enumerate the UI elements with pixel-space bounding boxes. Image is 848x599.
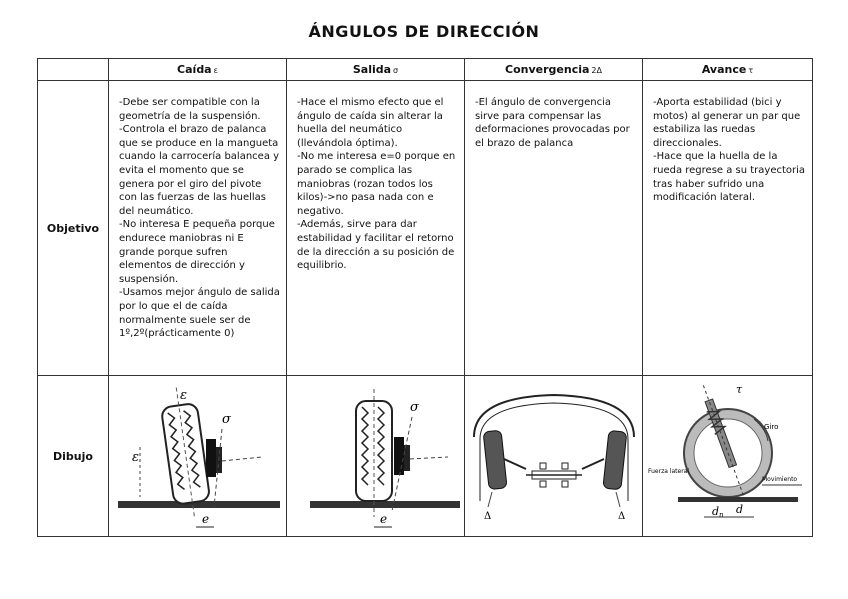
header-row [38, 59, 813, 81]
sigma-label: σ [221, 412, 231, 427]
col-header-avance: Avance τ [643, 59, 813, 81]
salida-diagram [288, 377, 464, 535]
col-header-convergencia: Convergencia 2Δ [465, 59, 643, 81]
giro-label: Giro [763, 423, 778, 431]
corner-cell [38, 59, 109, 81]
e-label: e [379, 512, 387, 526]
tau-label: τ [735, 383, 742, 396]
convergencia-diagram [466, 377, 642, 535]
drawing-salida [287, 376, 465, 537]
objetivo-row [38, 81, 813, 376]
movimiento-label: Movimiento [761, 476, 797, 483]
sigma-label: σ [409, 400, 419, 415]
e-label: e [201, 512, 209, 526]
avance-diagram [644, 377, 812, 535]
drawing-avance [643, 376, 813, 537]
angles-table [37, 58, 813, 537]
delta-right-label: Δ [617, 511, 625, 522]
caida-diagram [110, 377, 286, 535]
epsilon-label: ε [179, 388, 187, 403]
col-header-salida: Salida σ [287, 59, 465, 81]
dn-label: dn [711, 505, 724, 519]
col-header-caida: Caída ε [109, 59, 287, 81]
page-title: ÁNGULOS DE DIRECCIÓN [308, 22, 540, 41]
dibujo-row [38, 376, 813, 537]
drawing-convergencia [465, 376, 643, 537]
objetivo-convergencia: -El ángulo de convergencia sirve para compensar las deformaciones provocadas por el brazo de palanca [465, 81, 643, 376]
delta-left-label: Δ [483, 511, 491, 522]
fuerza-lateral-label: Fuerza lateral [647, 468, 689, 475]
epsilon-label-side: ε [131, 450, 139, 465]
drawing-caida [109, 376, 287, 537]
row-label-dibujo: Dibujo [38, 376, 109, 537]
objetivo-avance: -Aporta estabilidad (bici y motos) al generar un par que estabiliza las ruedas direccionales. -Hace que la huella de la rueda regrese a su trayectoria tras haber sufrido una modificación lateral. [643, 81, 813, 376]
d-label: d [735, 503, 743, 516]
objetivo-caida: -Debe ser compatible con la geometría de la suspensión. -Controla el brazo de palanca que se produce en la mangueta cuando la carrocería balancea y evita el momento que se genera por el giro del pivote con las fuerzas de las huellas del neumático. -No interesa E pequeña porque endurece maniobras ni E grande porque sufren elementos de dirección y suspensión. -Usamos mejor ángulo de salida por lo que el de caída normalmente suele ser de 1º,2º(prácticamente 0) [109, 81, 287, 376]
objetivo-salida: -Hace el mismo efecto que el ángulo de caída sin alterar la huella del neumático (llevándola óptima). -No me interesa e=0 porque en parado se complica las maniobras (rozan todos los kilos)->no pasa nada con e negativo. -Además, sirve para dar estabilidad y facilitar el retorno de la dirección a su posición de equilibrio. [287, 81, 465, 376]
row-label-objetivo: Objetivo [38, 81, 109, 376]
